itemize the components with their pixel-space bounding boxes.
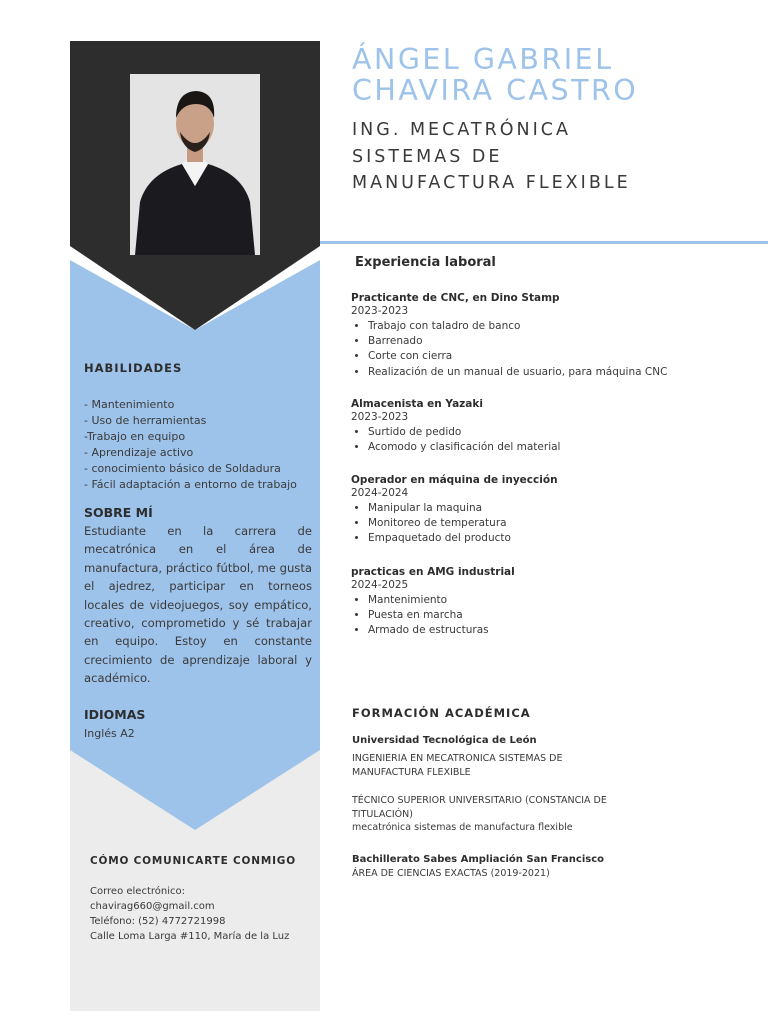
skills-section bbox=[84, 361, 314, 493]
task-item: • Acomodo y clasificación del material bbox=[368, 440, 751, 455]
task-item: • Surtido de pedido bbox=[368, 425, 751, 440]
job-entry bbox=[351, 292, 751, 380]
job-dates: 2023-2023 bbox=[351, 305, 409, 317]
degree-text: INGENIERIA EN MECATRONICA SISTEMAS DE bbox=[352, 753, 563, 764]
email-label: Correo electrónico: bbox=[90, 886, 185, 897]
email-link[interactable]: chavirag660@gmail.com bbox=[90, 901, 215, 912]
education-heading: FORMACIÓN ACADÉMICA bbox=[352, 706, 531, 720]
language-item: Inglés A2 bbox=[84, 727, 135, 740]
school-name: Universidad Tecnológica de León bbox=[352, 735, 537, 746]
job-entry bbox=[351, 398, 751, 455]
degree-text: MANUFACTURA FLEXIBLE bbox=[352, 766, 471, 778]
job-dates: 2024-2024 bbox=[351, 487, 409, 499]
task-item: • Empaquetado del producto bbox=[368, 531, 751, 546]
contact-section bbox=[90, 855, 315, 944]
skills-list bbox=[84, 397, 314, 493]
task-item: • Corte con cierra bbox=[368, 349, 751, 364]
task-item: • Barrenado bbox=[368, 334, 751, 349]
skill-item: - Aprendizaje activo bbox=[84, 446, 194, 459]
about-heading: SOBRE MÍ bbox=[84, 505, 153, 520]
job-title: practicas en AMG industrial bbox=[351, 566, 515, 578]
job-dates: 2023-2023 bbox=[351, 411, 409, 423]
job-tasks bbox=[351, 425, 751, 455]
job-title: Almacenista en Yazaki bbox=[351, 398, 483, 410]
header-divider bbox=[320, 241, 768, 244]
profile-photo bbox=[130, 74, 260, 255]
degree-text: mecatrónica sistemas de manufactura flexible bbox=[352, 822, 573, 833]
phone-text: Teléfono: (52) 4772721998 bbox=[90, 916, 226, 927]
job-tasks bbox=[351, 501, 751, 547]
job-tasks bbox=[351, 593, 751, 639]
languages-heading: IDIOMAS bbox=[84, 707, 146, 722]
job-title: Operador en máquina de inyección bbox=[351, 474, 558, 486]
skills-heading: HABILIDADES bbox=[84, 361, 183, 375]
education-entry bbox=[352, 735, 752, 835]
task-item: • Armado de estructuras bbox=[368, 623, 751, 638]
task-item: • Puesta en marcha bbox=[368, 608, 751, 623]
task-item: • Monitoreo de temperatura bbox=[368, 516, 751, 531]
job-entry bbox=[351, 474, 751, 547]
full-name: ÁNGEL GABRIEL CHAVIRA CASTRO bbox=[352, 43, 639, 107]
professional-title: ING. MECATRÓNICA SISTEMAS DE MANUFACTURA FLEXIBLE bbox=[352, 120, 631, 193]
school-name: Bachillerato Sabes Ampliación San Francisco bbox=[352, 854, 605, 865]
task-item: • Trabajo con taladro de banco bbox=[368, 319, 751, 334]
degree-text: TITULACIÓN) bbox=[352, 808, 413, 820]
about-text: Estudiante en la carrera de mecatrónica en el área de manufactura, práctico fútbol, me gusta el ajedrez, participar en torneos locales de videojuegos, soy empático, creativo, comprometido y sé trabajar en equipo. Estoy en constante crecimiento de aprendizaje laboral y académico. bbox=[84, 524, 312, 686]
job-tasks bbox=[351, 319, 751, 380]
degree-text: ÁREA DE CIENCIAS EXACTAS (2019-2021) bbox=[352, 868, 550, 879]
experience-heading: Experiencia laboral bbox=[355, 255, 496, 270]
skill-item: - Mantenimiento bbox=[84, 398, 175, 411]
languages-section bbox=[84, 707, 312, 740]
address-text: Calle Loma Larga #110, María de la Luz bbox=[90, 931, 290, 942]
job-dates: 2024-2025 bbox=[351, 579, 409, 591]
skill-item: -Trabajo en equipo bbox=[84, 430, 186, 443]
task-item: • Realización de un manual de usuario, para máquina CNC bbox=[368, 365, 751, 380]
task-item: • Mantenimiento bbox=[368, 593, 751, 608]
contact-heading: CÓMO COMUNICARTE CONMIGO bbox=[90, 855, 296, 867]
degree-text: TÉCNICO SUPERIOR UNIVERSITARIO (CONSTANCIA DE bbox=[352, 795, 607, 806]
education-entry bbox=[352, 854, 752, 881]
skill-item: - conocimiento básico de Soldadura bbox=[84, 462, 281, 475]
skill-item: - Fácil adaptación a entorno de trabajo bbox=[84, 478, 297, 491]
skill-item: - Uso de herramientas bbox=[84, 414, 207, 427]
job-title: Practicante de CNC, en Dino Stamp bbox=[351, 292, 560, 304]
about-section bbox=[84, 505, 312, 688]
task-item: • Manipular la maquina bbox=[368, 501, 751, 516]
job-entry bbox=[351, 566, 751, 639]
